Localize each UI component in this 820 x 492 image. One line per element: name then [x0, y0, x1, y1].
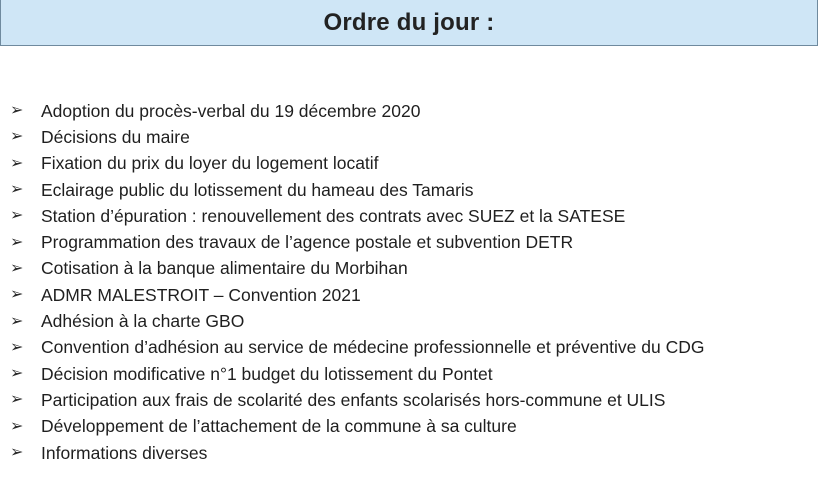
list-item-text: Station d’épuration : renouvellement des contrats avec SUEZ et la SATESE	[41, 205, 626, 226]
list-item-text: Développement de l’attachement de la commune à sa culture	[41, 416, 517, 437]
list-item	[10, 203, 704, 229]
list-item-text: Programmation des travaux de l’agence postale et subvention DETR	[41, 232, 574, 253]
list-item-text: Cotisation à la banque alimentaire du Morbihan	[41, 258, 408, 279]
list-item-text: Participation aux frais de scolarité des enfants scolarisés hors-commune et ULIS	[41, 389, 666, 410]
arrowhead-bullet-icon: ➢	[10, 207, 24, 225]
agenda-list	[10, 98, 704, 466]
arrowhead-bullet-icon: ➢	[10, 233, 24, 251]
list-item-text: Adoption du procès-verbal du 19 décembre 2020	[41, 100, 421, 121]
arrowhead-bullet-icon: ➢	[10, 391, 24, 409]
arrowhead-bullet-icon: ➢	[10, 312, 24, 330]
arrowhead-bullet-icon: ➢	[10, 338, 24, 356]
list-item	[10, 308, 704, 334]
list-item	[10, 440, 704, 466]
list-item	[10, 335, 704, 361]
list-item	[10, 256, 704, 282]
arrowhead-bullet-icon: ➢	[10, 365, 24, 383]
list-item	[10, 387, 704, 413]
list-item-text: Convention d’adhésion au service de médecine professionnelle et préventive du CDG	[41, 337, 705, 358]
list-item-text: Décision modificative n°1 budget du lotissement du Pontet	[41, 363, 493, 384]
list-item-text: Décisions du maire	[41, 126, 190, 147]
list-item-text: Fixation du prix du loyer du logement locatif	[41, 153, 379, 174]
list-item	[10, 177, 704, 203]
list-item	[10, 124, 704, 150]
list-item	[10, 282, 704, 308]
arrowhead-bullet-icon: ➢	[10, 417, 24, 435]
list-item-text: ADMR MALESTROIT – Convention 2021	[41, 284, 361, 305]
list-item	[10, 414, 704, 440]
arrowhead-bullet-icon: ➢	[10, 128, 24, 146]
list-item	[10, 229, 704, 255]
list-item-text: Informations diverses	[41, 442, 208, 463]
arrowhead-bullet-icon: ➢	[10, 444, 24, 461]
list-item	[10, 98, 704, 124]
agenda-header-box	[0, 0, 818, 46]
arrowhead-bullet-icon: ➢	[10, 259, 24, 277]
arrowhead-bullet-icon: ➢	[10, 102, 24, 120]
page-title: Ordre du jour :	[323, 8, 495, 36]
arrowhead-bullet-icon: ➢	[10, 181, 24, 199]
list-item	[10, 361, 704, 387]
arrowhead-bullet-icon: ➢	[10, 286, 24, 304]
list-item	[10, 151, 704, 177]
arrowhead-bullet-icon: ➢	[10, 154, 24, 172]
list-item-text: Eclairage public du lotissement du hameau des Tamaris	[41, 179, 474, 200]
list-item-text: Adhésion à la charte GBO	[41, 311, 245, 332]
